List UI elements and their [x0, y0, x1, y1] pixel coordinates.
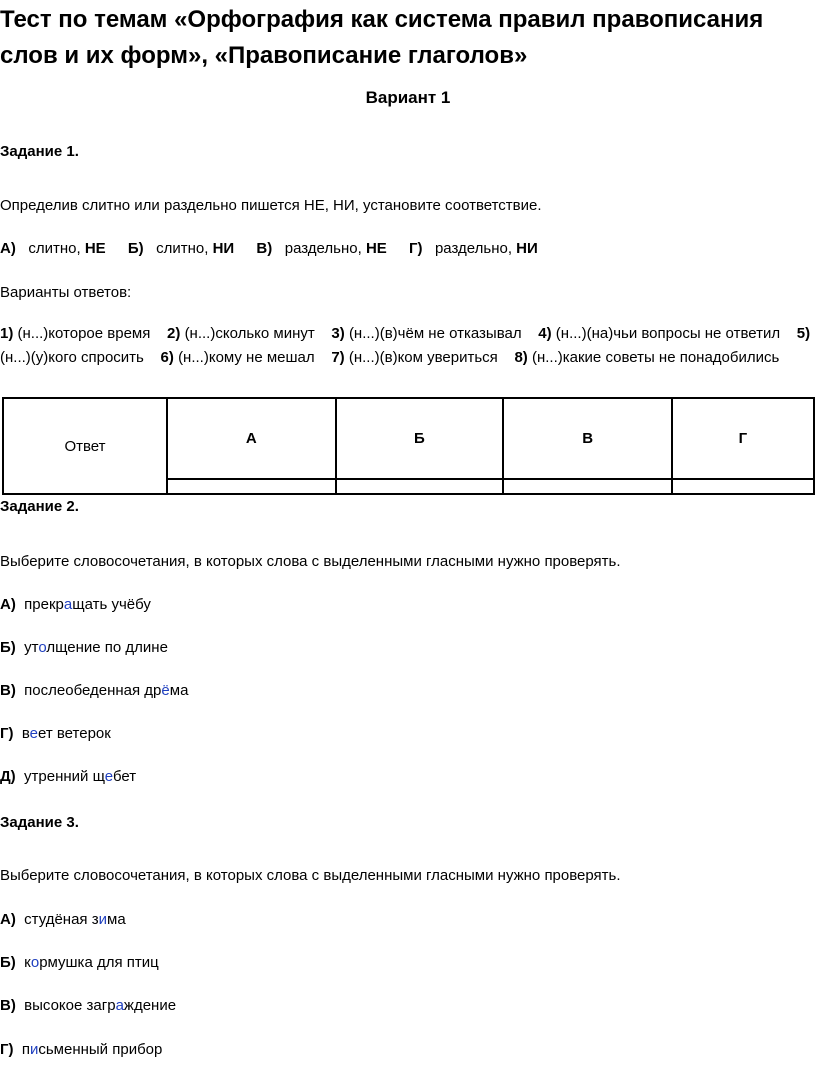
- word-before: к: [24, 954, 31, 971]
- option-particle: НЕ: [84, 240, 106, 257]
- option-letter: В): [256, 240, 273, 257]
- word-after: ждение: [123, 997, 177, 1014]
- answer-text: (н...)сколько минут: [184, 325, 315, 342]
- answer-text: (н...)какие советы не понадобились: [531, 349, 780, 366]
- highlighted-vowel: е: [29, 725, 38, 742]
- answer-text: (н...)(в)чём не отказывал: [348, 325, 522, 342]
- answer-num: 6): [160, 349, 174, 366]
- word-after: ма: [169, 682, 189, 699]
- task3-item: [0, 910, 126, 930]
- answer-num: 8): [514, 349, 528, 366]
- item-letter: Г): [0, 1041, 14, 1058]
- answer-row-label: Ответ: [3, 398, 167, 494]
- word-before: студёная з: [24, 911, 99, 928]
- task3-heading: Задание 3.: [0, 814, 79, 831]
- task2-heading: Задание 2.: [0, 498, 79, 515]
- answer-cell[interactable]: [167, 479, 336, 494]
- word-before: утренний щ: [24, 768, 105, 785]
- answer-text: (н...)(в)ком увериться: [348, 349, 498, 366]
- word-before: ут: [24, 639, 39, 656]
- answer-num: 2): [167, 325, 181, 342]
- answers-label: Варианты ответов:: [0, 284, 132, 301]
- item-letter: Б): [0, 639, 16, 656]
- item-letter: Б): [0, 954, 16, 971]
- option-letter: Г): [408, 240, 423, 257]
- answer-num: 4): [538, 325, 552, 342]
- option-particle: НЕ: [365, 240, 387, 257]
- highlighted-vowel: а: [63, 596, 73, 613]
- option-particle: НИ: [212, 240, 235, 257]
- task3-item: [0, 996, 176, 1016]
- word-before: высокое загр: [24, 997, 116, 1014]
- word-after: щать учёбу: [72, 596, 151, 613]
- task3-item: [0, 1040, 162, 1060]
- highlighted-vowel: и: [98, 911, 107, 928]
- item-letter: Д): [0, 768, 16, 785]
- answer-text: (н...)которое время: [17, 325, 151, 342]
- task2-item: [0, 767, 136, 787]
- answer-cell[interactable]: [336, 479, 504, 494]
- highlighted-vowel: и: [29, 1041, 39, 1058]
- option-text: раздельно,: [434, 240, 517, 257]
- task2-item: [0, 638, 168, 658]
- column-header: Г: [672, 398, 814, 479]
- word-before: послеобеденная др: [24, 682, 162, 699]
- task1-options: [0, 239, 538, 259]
- column-header: А: [167, 398, 336, 479]
- task2-instruction: Выберите словосочетания, в которых слова с выделенными гласными нужно проверять.: [0, 553, 621, 570]
- answers-list: [0, 322, 816, 370]
- word-after: лщение по длине: [46, 639, 168, 656]
- highlighted-vowel: о: [30, 954, 40, 971]
- word-after: сьменный прибор: [38, 1041, 163, 1058]
- word-after: рмушка для птиц: [39, 954, 159, 971]
- answer-cell[interactable]: [503, 479, 672, 494]
- column-header: В: [503, 398, 672, 479]
- task2-item: [0, 681, 188, 701]
- option-text: слитно,: [156, 240, 213, 257]
- word-after: ма: [107, 911, 126, 928]
- answer-table: [2, 397, 815, 495]
- answer-num: 7): [331, 349, 345, 366]
- item-letter: В): [0, 997, 16, 1014]
- word-before: в: [21, 725, 30, 742]
- answer-num: 5): [796, 325, 811, 342]
- option-letter: А): [0, 240, 16, 257]
- answer-num: 1): [0, 325, 14, 342]
- task1-instruction: Определив слитно или раздельно пишется НЕ, НИ, установите соответствие.: [0, 197, 542, 214]
- answer-text: (н...)(на)чьи вопросы не ответил: [555, 325, 781, 342]
- answer-cell[interactable]: [672, 479, 814, 494]
- task3-instruction: Выберите словосочетания, в которых слова с выделенными гласными нужно проверять.: [0, 867, 621, 884]
- answer-text: (н...)(у)кого спросить: [0, 349, 144, 366]
- option-letter: Б): [127, 240, 144, 257]
- answer-text: (н...)кому не мешал: [178, 349, 315, 366]
- item-letter: Г): [0, 725, 14, 742]
- highlighted-vowel: е: [104, 768, 113, 785]
- word-after: бет: [112, 768, 137, 785]
- highlighted-vowel: о: [38, 639, 47, 656]
- word-before: прекр: [24, 596, 64, 613]
- answer-num: 3): [331, 325, 345, 342]
- task2-item: [0, 595, 151, 615]
- item-letter: А): [0, 911, 16, 928]
- option-text: слитно,: [28, 240, 85, 257]
- item-letter: А): [0, 596, 16, 613]
- task1-heading: Задание 1.: [0, 143, 79, 160]
- word-before: п: [21, 1041, 30, 1058]
- highlighted-vowel: а: [115, 997, 124, 1014]
- task2-item: [0, 724, 111, 744]
- task3-item: [0, 953, 159, 973]
- item-letter: В): [0, 682, 16, 699]
- column-header: Б: [336, 398, 504, 479]
- word-after: ет ветерок: [38, 725, 111, 742]
- option-text: раздельно,: [284, 240, 366, 257]
- variant-heading: Вариант 1: [365, 88, 451, 107]
- highlighted-vowel: ё: [161, 682, 170, 699]
- option-particle: НИ: [516, 240, 538, 257]
- page-title: Тест по темам «Орфография как система правил правописания слов и их форм», «Правописание глаголов»: [0, 6, 764, 69]
